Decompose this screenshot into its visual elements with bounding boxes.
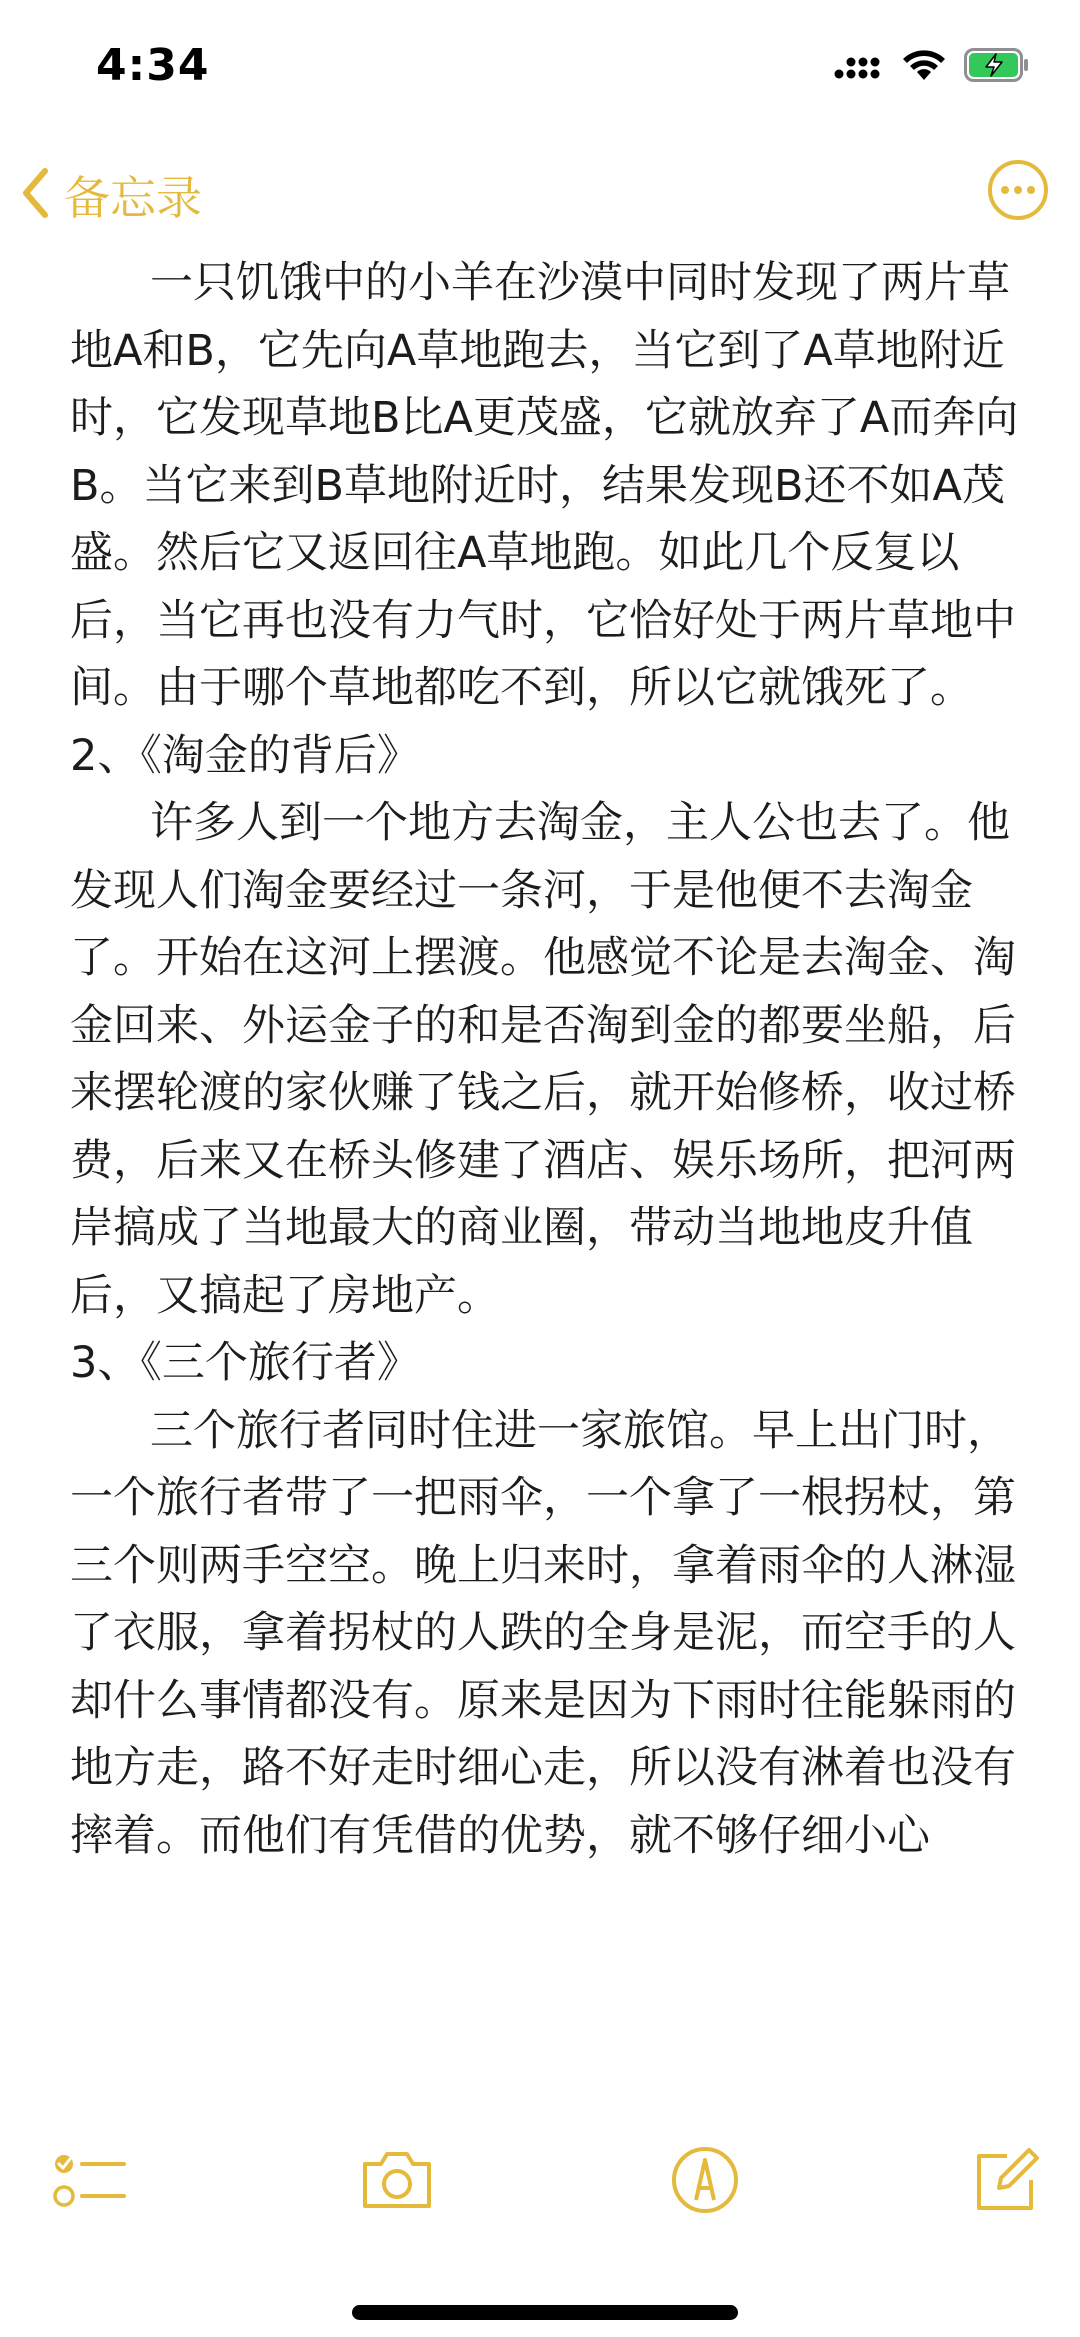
cellular-signal-icon <box>834 50 884 84</box>
note-paragraph: 三个旅行者同时住进一家旅馆。早上出门时，一个旅行者带了一把雨伞，一个拿了一根拐杖，第三个则两手空空。晚上归来时，拿着雨伞的人淋湿了衣服，拿着拐杖的人跌的全身是泥，而空手的人却什么事情都没有。原来是因为下雨时往能躲雨的地方走，路不好走时细心走，所以没有淋着也没有摔着。而他们有凭借的优势，就不够仔细小心 <box>70 1405 1016 1861</box>
nav-bar <box>0 150 1080 240</box>
status-time: 4:34 <box>96 40 210 91</box>
checklist-button[interactable] <box>50 2140 130 2220</box>
chevron-left-icon <box>20 167 50 223</box>
battery-charging-icon <box>964 48 1030 86</box>
home-indicator[interactable] <box>352 2305 738 2320</box>
ellipsis-circle-icon <box>986 158 1050 222</box>
bottom-toolbar <box>0 2120 1080 2250</box>
note-heading: 2、《淘金的背后》 <box>70 730 420 781</box>
markup-button[interactable] <box>665 2140 745 2220</box>
status-bar <box>0 0 1080 130</box>
status-icons <box>834 48 1030 86</box>
pen-markup-icon <box>665 2140 745 2220</box>
compose-button[interactable] <box>965 2140 1045 2220</box>
back-button[interactable] <box>20 160 202 230</box>
back-label: 备忘录 <box>64 171 202 225</box>
compose-icon <box>965 2140 1045 2220</box>
note-heading: 3、《三个旅行者》 <box>70 1338 420 1388</box>
checklist-icon <box>50 2140 130 2220</box>
more-options-button[interactable] <box>986 158 1050 222</box>
wifi-icon <box>902 48 946 86</box>
note-paragraph: 一只饥饿中的小羊在沙漠中同时发现了两片草地A和B，它先向A草地跑去，当它到了A草地附近时，它发现草地B比A更茂盛，它就放弃了A而奔向B。当它来到B草地附近时，结果发现B还不如A茂盛。然后它又返回往A草地跑。如此几个反复以后，当它再也没有力气时，它恰好处于两片草地中间。由于哪个草地都吃不到，所以它就饿死了。 <box>70 258 1019 713</box>
camera-button[interactable] <box>357 2140 437 2220</box>
note-paragraph: 许多人到一个地方去淘金，主人公也去了。他发现人们淘金要经过一条河，于是他便不去淘金了。开始在这河上摆渡。他感觉不论是去淘金、淘金回来、外运金子的和是否淘到金的都要坐船，后来摆轮渡的家伙赚了钱之后，就开始修桥，收过桥费，后来又在桥头修建了酒店、娱乐场所，把河两岸搞成了当地最大的商业圈，带动当地地皮升值后，又搞起了房地产。 <box>70 798 1016 1321</box>
camera-icon <box>357 2140 437 2220</box>
note-body[interactable] <box>70 250 1020 2110</box>
